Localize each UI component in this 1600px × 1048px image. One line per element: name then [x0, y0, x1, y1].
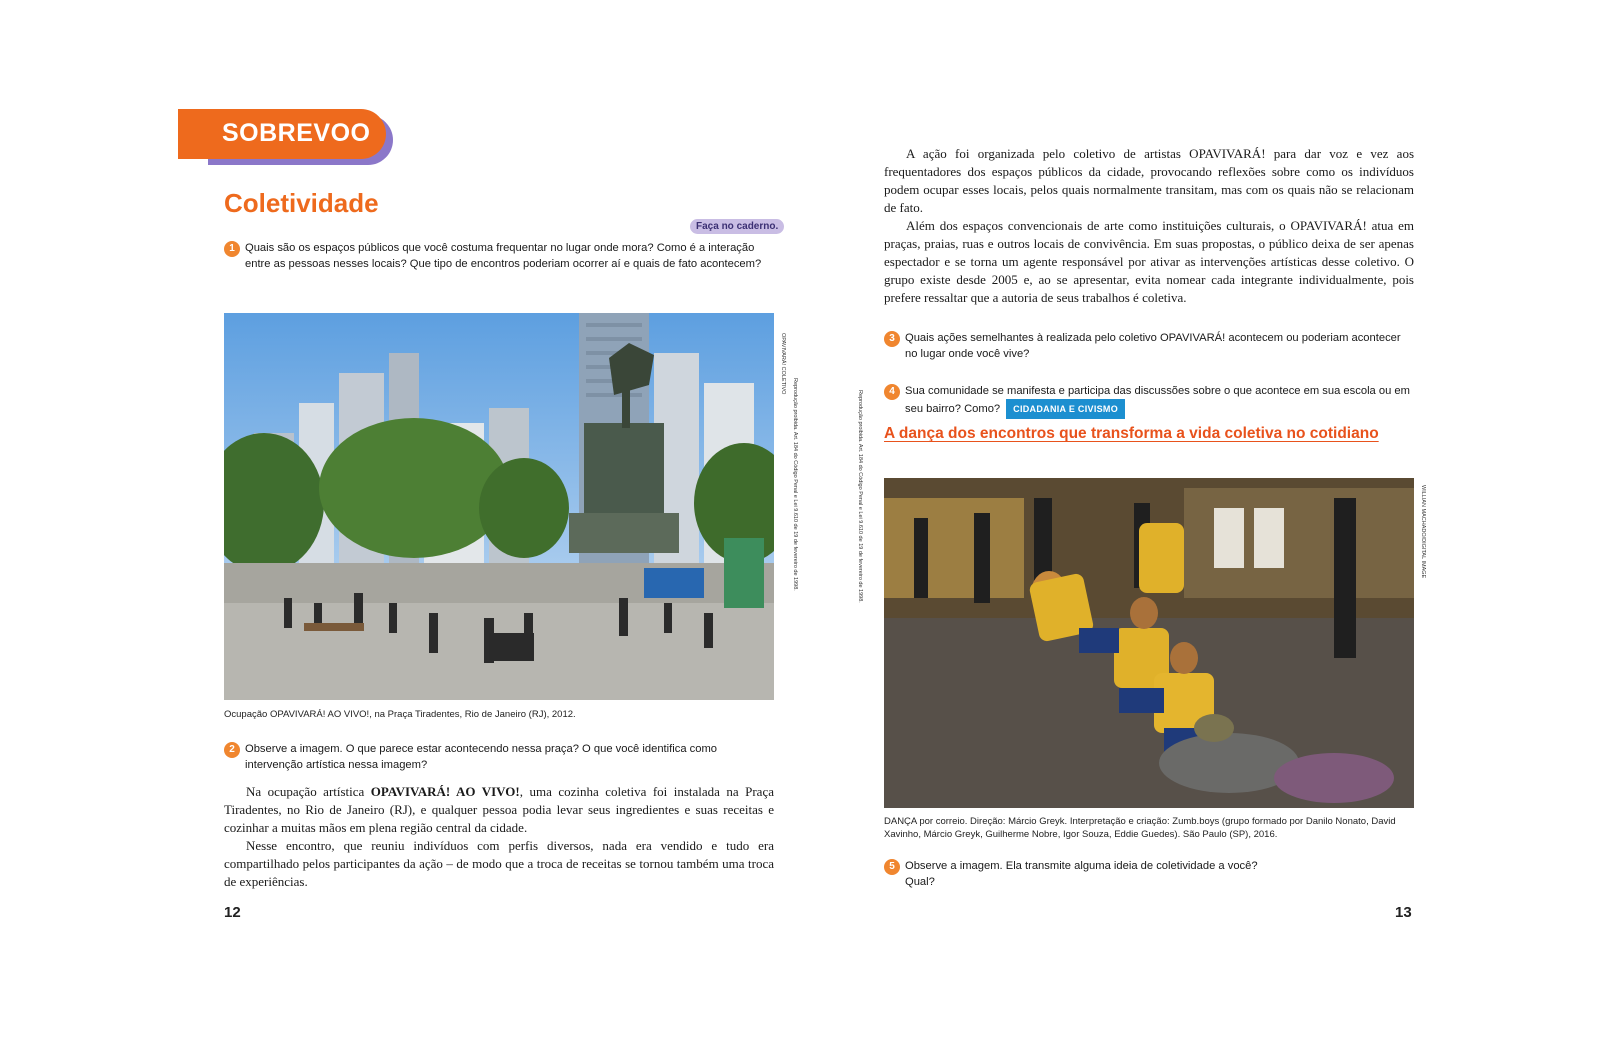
question-number: 1	[224, 241, 240, 257]
danca-por-correio-image	[884, 478, 1414, 808]
question-1	[224, 240, 774, 272]
legal-notice: Reprodução proibida. Art. 184 do Código Penal e Lei 9.610 de 19 de fevereiro de 1998.	[792, 378, 798, 591]
artwork-name: OPAVIVARÁ! AO VIVO!	[370, 784, 520, 799]
praca-tiradentes-image	[224, 313, 774, 700]
body-text-right	[884, 145, 1414, 307]
question-4	[884, 383, 1414, 419]
notebook-badge: Faça no caderno.	[690, 219, 784, 234]
paragraph: Na ocupação artística OPAVIVARÁ! AO VIVO!, uma cozinha coletiva foi instalada na Praça Tiradentes, no Rio de Janeiro (RJ), e qualquer pessoa podia levar seus ingredientes e suas receitas e cozinhar a muitas mãos em plena região central da cidade.	[224, 784, 774, 835]
photo-caption: DANÇA por correio. Direção: Márcio Greyk. Interpretação e criação: Zumb.boys (grupo formado por Danilo Nonato, David Xavinho, Márcio Greyk, Guilherme Nobre, Igor Souza, Eddie Guedes). São Paulo (SP), 2016.	[884, 816, 1396, 840]
question-2	[224, 741, 774, 773]
question-number: 4	[884, 384, 900, 400]
square-photo	[224, 313, 774, 700]
question-text: Sua comunidade se manifesta e participa das discussões sobre o que acontece em sua escola ou em seu bairro? Como?	[905, 385, 1410, 415]
legal-notice: Reprodução proibida. Art. 184 do Código Penal e Lei 9.610 de 19 de fevereiro de 1998.	[857, 390, 863, 603]
paragraph: A ação foi organizada pelo coletivo de artistas OPAVIVARÁ! para dar voz e vez aos frequentadores dos espaços públicos da cidade, provocando reflexões sobre como os indivíduos podem ocupar esses locais, pelos quais normalmente transitam, mas com os quais não se relacionam de fato.	[884, 146, 1414, 215]
paragraph: Nesse encontro, que reuniu indivíduos com perfis diversos, nada era vendido e tudo era compartilhado pelos participantes da ação – de modo que a troca de receitas se tornou também uma troca de experiências.	[224, 838, 774, 889]
dance-photo	[884, 478, 1414, 808]
question-5	[884, 858, 1284, 890]
question-number: 3	[884, 331, 900, 347]
paragraph: Além dos espaços convencionais de arte como instituições culturais, o OPAVIVARÁ! atua em praças, praias, ruas e outros locais de convivência. Em suas propostas, o público deixa de ser apenas espectador e se torna um agente responsável por ativar as intervenções artísticas desse coletivo. O grupo existe desde 2005 e, ao se apresentar, evita nomear cada integrante individualmente, pois prefere ressaltar que a autoria de seus trabalhos é coletiva.	[884, 218, 1414, 305]
page-number: 13	[1395, 904, 1412, 921]
body-text	[224, 783, 774, 891]
section-subheading: A dança dos encontros que transforma a vida coletiva no cotidiano	[884, 425, 1379, 442]
question-text: Observe a imagem. Ela transmite alguma ideia de coletividade a você? Qual?	[905, 860, 1258, 888]
photo-caption: Ocupação OPAVIVARÁ! AO VIVO!, na Praça Tiradentes, Rio de Janeiro (RJ), 2012.	[224, 709, 576, 720]
photo-credit: WILLIAN MACHADO/DIGITAL IMAGE	[1420, 485, 1426, 579]
section-banner	[178, 109, 393, 163]
question-text: Quais ações semelhantes à realizada pelo coletivo OPAVIVARÁ! acontecem ou poderiam acontecer no lugar onde você vive?	[905, 332, 1401, 360]
photo-credit: OPAVIVARÁ! COLETIVO	[780, 333, 786, 395]
civics-tag: CIDADANIA E CIVISMO	[1006, 399, 1125, 419]
question-number: 5	[884, 859, 900, 875]
question-number: 2	[224, 742, 240, 758]
question-text: Quais são os espaços públicos que você costuma frequentar no lugar onde mora? Como é a interação entre as pessoas nesses locais? Que tipo de encontros poderiam ocorrer aí e quais de fato acontecem?	[245, 242, 762, 270]
question-text: Observe a imagem. O que parece estar acontecendo nessa praça? O que você identifica como intervenção artística nessa imagem?	[245, 743, 718, 771]
page-number: 12	[224, 904, 241, 921]
page-title: Coletividade	[224, 188, 379, 218]
question-3	[884, 330, 1414, 362]
section-label: SOBREVOO	[222, 119, 371, 147]
